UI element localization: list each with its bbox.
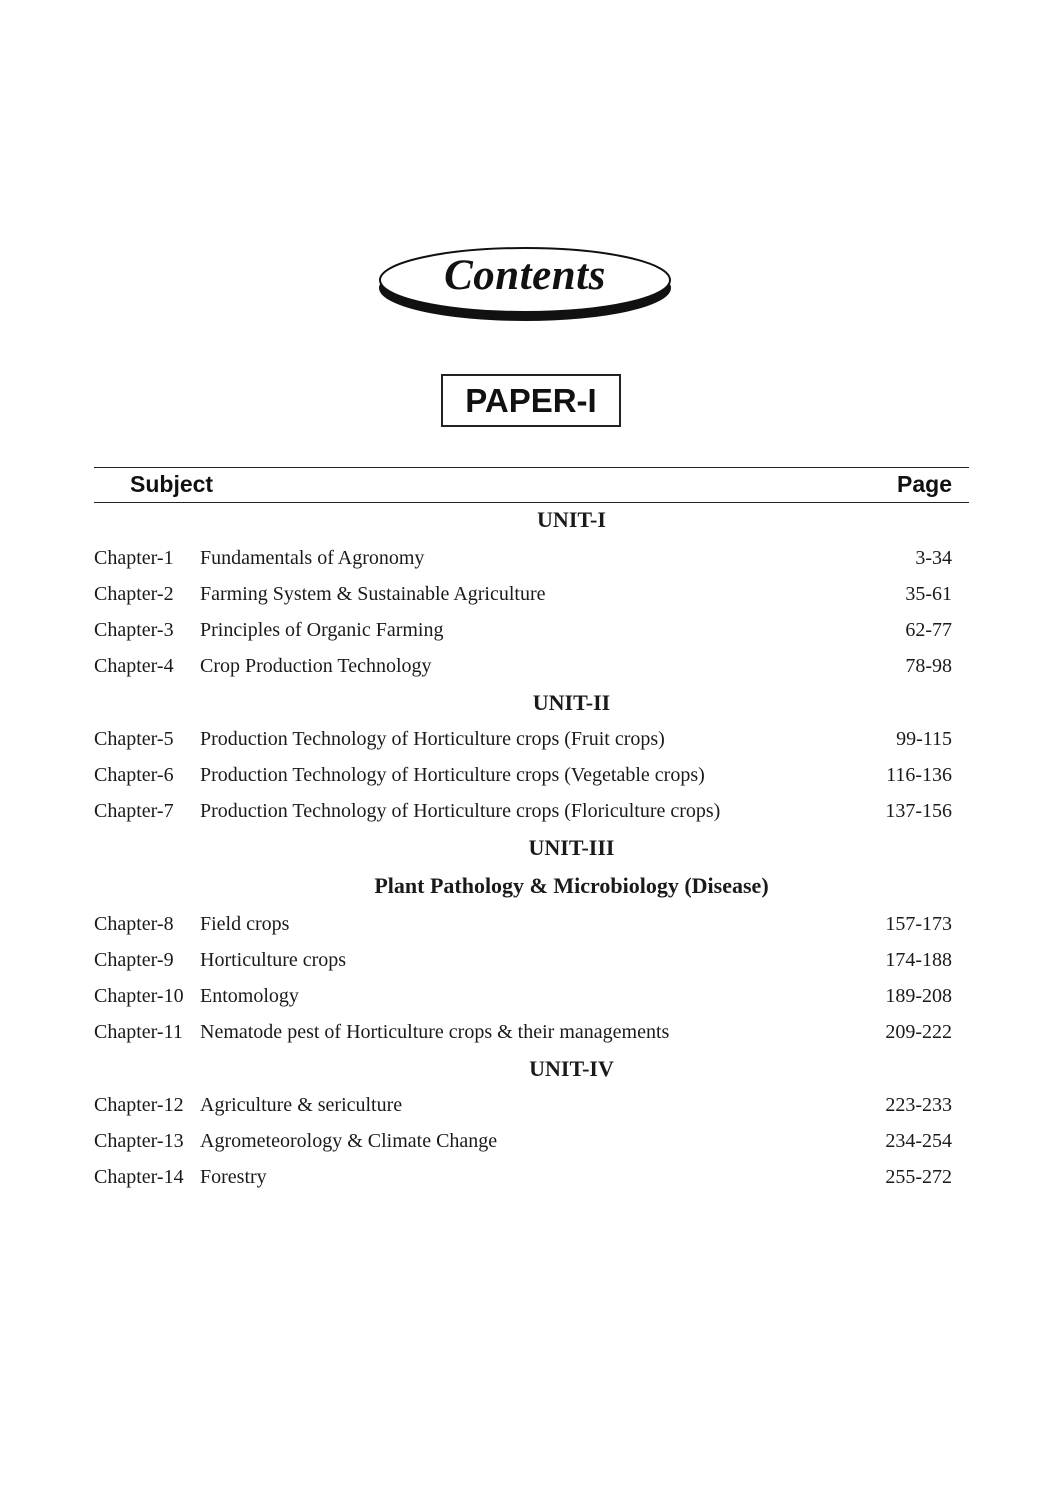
- page-range: 78-98: [905, 655, 952, 677]
- chapter-title: Horticulture crops: [200, 949, 347, 971]
- chapter-number: Chapter-4: [94, 655, 174, 677]
- unit-heading: UNIT-IV: [529, 1056, 614, 1081]
- page-range: 223-233: [885, 1094, 952, 1116]
- chapter-number: Chapter-11: [94, 1021, 183, 1043]
- page-range: 157-173: [885, 913, 952, 935]
- chapter-title: Agrometeorology & Climate Change: [200, 1130, 498, 1152]
- toc-entry[interactable]: [94, 1087, 952, 1123]
- chapter-number: Chapter-6: [94, 764, 174, 786]
- chapter-number: Chapter-5: [94, 728, 174, 750]
- toc-entry[interactable]: [94, 978, 952, 1014]
- toc-entry[interactable]: [94, 757, 952, 793]
- contents-title-badge: [376, 244, 674, 326]
- chapter-number: Chapter-2: [94, 583, 174, 605]
- toc-entry[interactable]: [94, 1014, 952, 1050]
- page-range: 62-77: [905, 619, 952, 641]
- page-range: 189-208: [885, 985, 952, 1007]
- chapter-title: Production Technology of Horticulture crops (Fruit crops): [200, 728, 665, 750]
- unit-heading: UNIT-II: [532, 690, 611, 715]
- toc-entry[interactable]: [94, 942, 952, 978]
- chapter-number: Chapter-3: [94, 619, 174, 641]
- page-range: 209-222: [885, 1021, 952, 1043]
- chapter-number: Chapter-14: [94, 1166, 184, 1188]
- unit-subheading: Plant Pathology & Microbiology (Disease): [374, 873, 769, 898]
- toc-entry[interactable]: [94, 1159, 952, 1195]
- toc-entry[interactable]: [94, 906, 952, 942]
- chapter-number: Chapter-12: [94, 1094, 184, 1116]
- chapter-title: Farming System & Sustainable Agriculture: [200, 583, 546, 605]
- chapter-title: Forestry: [200, 1166, 267, 1188]
- page-range: 255-272: [885, 1166, 952, 1188]
- toc-entry[interactable]: [94, 721, 952, 757]
- chapter-title: Agriculture & sericulture: [200, 1094, 403, 1116]
- chapter-title: Field crops: [200, 913, 290, 935]
- chapter-number: Chapter-1: [94, 547, 174, 569]
- chapter-title: Nematode pest of Horticulture crops & their managements: [200, 1021, 670, 1043]
- page-range: 3-34: [915, 547, 952, 569]
- chapter-number: Chapter-9: [94, 949, 174, 971]
- unit-heading: UNIT-III: [528, 835, 615, 860]
- chapter-number: Chapter-8: [94, 913, 174, 935]
- page-column-header: Page: [897, 471, 952, 497]
- chapter-title: Production Technology of Horticulture crops (Floriculture crops): [200, 800, 721, 822]
- page-range: 174-188: [885, 949, 952, 971]
- chapter-title: Principles of Organic Farming: [200, 619, 444, 641]
- toc-entry[interactable]: [94, 540, 952, 576]
- chapter-number: Chapter-7: [94, 800, 174, 822]
- table-header: [94, 467, 969, 503]
- contents-title: Contents: [444, 252, 606, 299]
- toc-entry[interactable]: [94, 576, 952, 612]
- page-range: 137-156: [885, 800, 952, 822]
- table-of-contents: [94, 502, 952, 1195]
- chapter-title: Crop Production Technology: [200, 655, 432, 677]
- toc-entry[interactable]: [94, 793, 952, 829]
- subject-column-header: Subject: [130, 471, 214, 497]
- chapter-title: Fundamentals of Agronomy: [200, 547, 425, 569]
- paper-label: PAPER-I: [441, 374, 621, 427]
- unit-heading: UNIT-I: [537, 507, 606, 532]
- toc-entry[interactable]: [94, 612, 952, 648]
- chapter-title: Production Technology of Horticulture crops (Vegetable crops): [200, 764, 705, 786]
- toc-entry[interactable]: [94, 648, 952, 684]
- page-range: 99-115: [896, 728, 952, 750]
- page-range: 116-136: [886, 764, 952, 786]
- chapter-title: Entomology: [200, 985, 299, 1007]
- toc-entry[interactable]: [94, 1123, 952, 1159]
- page-range: 35-61: [905, 583, 952, 605]
- chapter-number: Chapter-10: [94, 985, 184, 1007]
- chapter-number: Chapter-13: [94, 1130, 184, 1152]
- page-range: 234-254: [885, 1130, 952, 1152]
